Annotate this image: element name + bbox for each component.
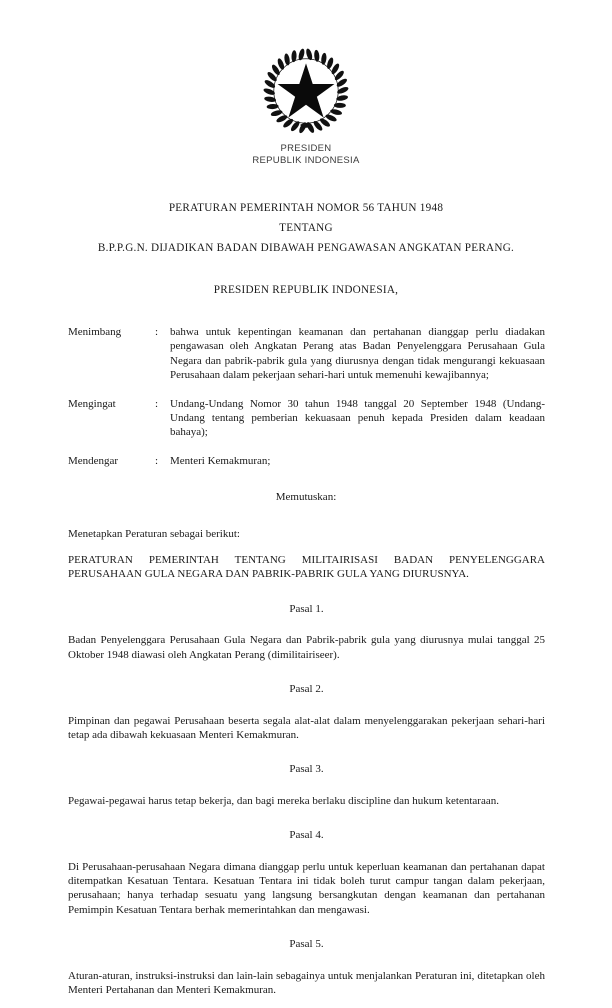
considerans-text: Undang-Undang Nomor 30 tahun 1948 tanggal 20 September 1948 (Undang-Undang tentang pemberian kekuasaan penuh kepada Presiden dalam keadaan bahaya); xyxy=(170,397,545,439)
pasal-4-text: Di Perusahaan-perusahaan Negara dimana dianggap perlu untuk keperluan keamanan dan pertahanan dapat ditempatkan Kesatuan Tentara. Kesatuan Tentara ini tidak boleh turut campur tangan dalam pekerjaan, perusahaan; hanya terhadap sesuatu yang langsung bersangkutan dengan keamanan dan pertahanan Pemimpin Kesatuan Tentara berhak memerintahkan dan mengawasi. xyxy=(68,860,545,916)
letterhead-caption-line2: REPUBLIK INDONESIA xyxy=(252,154,360,166)
pasal-5-heading: Pasal 5. xyxy=(289,938,324,951)
memutuskan-heading: Memutuskan: xyxy=(275,491,337,504)
regulation-number-line: PERATURAN PEMERINTAH NOMOR 56 TAHUN 1948 xyxy=(168,202,444,214)
pasal-2-heading: Pasal 2. xyxy=(289,683,324,696)
considerans-colon: : xyxy=(155,326,159,338)
considerans-text: bahwa untuk kepentingan keamanan dan pertahanan dianggap perlu diadakan pengawasan oleh Angkatan Perang atas Badan Penyelenggara Perusahaan Gula Negara dan pabrik-pabrik gula yang diurusnya dengan tidak mengurangi kekuasaan Perusahaan dalam pekerjaan sehari-hari untuk memenuhi kewajibannya; xyxy=(170,326,545,382)
considerans-label: Mengingat xyxy=(68,397,116,410)
pasal-1-text: Badan Penyelenggara Perusahaan Gula Negara dan Pabrik-pabrik gula yang diurusnya mulai tanggal 25 Oktober 1948 diawasi oleh Angkatan Perang (dimilitairiseer). xyxy=(68,634,545,661)
considerans-label: Mendengar xyxy=(68,454,119,467)
considerans-colon: : xyxy=(155,397,159,410)
considerans-text: Menteri Kemakmuran; xyxy=(170,454,271,467)
considerans-colon: : xyxy=(155,454,159,467)
pasal-3-heading: Pasal 3. xyxy=(289,763,324,776)
document-title-block xyxy=(0,198,612,299)
pasal-5-text: Aturan-aturan, instruksi-instruksi dan lain-lain sebagainya untuk menjalankan Peraturan ini, ditetapkan oleh Menteri Pertahanan dan Menteri Kemakmuran. xyxy=(68,969,545,996)
pasal-4-heading: Pasal 4. xyxy=(289,829,324,842)
considerans-row-mendengar xyxy=(68,454,545,468)
menetapkan-line: Menetapkan Peraturan sebagai berikut: xyxy=(68,527,240,540)
letterhead-caption xyxy=(252,143,359,166)
considerans-section xyxy=(0,325,612,468)
considerans-row-mengingat xyxy=(68,397,545,440)
regulation-subject-line: B.P.P.G.N. DIJADIKAN BADAN DIBAWAH PENGAWASAN ANGKATAN PERANG. xyxy=(97,242,515,254)
considerans-row-menimbang xyxy=(68,325,545,383)
letterhead-caption-line1: PRESIDEN xyxy=(280,143,332,154)
issuing-authority: PRESIDEN REPUBLIK INDONESIA, xyxy=(213,284,399,296)
considerans-label: Menimbang xyxy=(68,326,122,338)
garuda-star-wreath-emblem xyxy=(260,45,352,137)
pasal-2-text: Pimpinan dan pegawai Perusahaan beserta segala alat-alat dalam menyelenggarakan pekerjaan sehari-hari tetap ada dibawah kekuasaan Menteri Kemakmuran. xyxy=(68,714,545,741)
regulation-full-title: PERATURAN PEMERINTAH TENTANG MILITAIRISASI BADAN PENYELENGGARA PERUSAHAAN GULA NEGARA DAN PABRIK-PABRIK GULA YANG DIURUSNYA. xyxy=(68,554,545,581)
pasal-1-heading: Pasal 1. xyxy=(289,602,324,615)
document-body xyxy=(0,527,612,998)
pasal-3-text: Pegawai-pegawai harus tetap bekerja, dan bagi mereka berlaku discipline dan hukum ketentaraan. xyxy=(68,794,499,807)
letterhead xyxy=(0,0,612,166)
tentang-line: TENTANG xyxy=(279,222,333,234)
